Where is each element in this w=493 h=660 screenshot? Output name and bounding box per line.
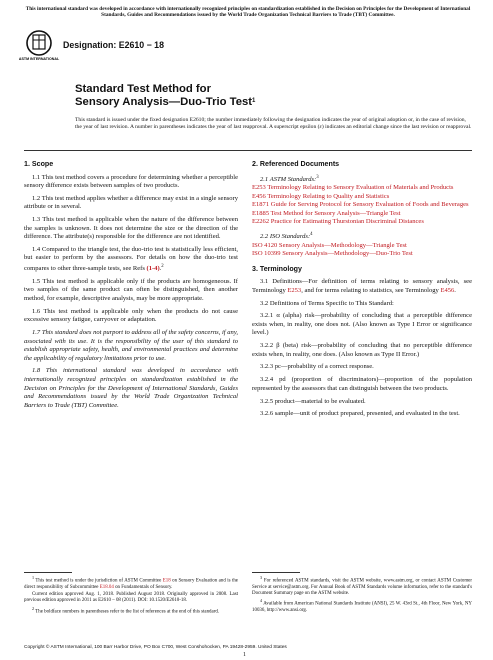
footnote-2: $^2$ The boldface numbers in parentheses refer to the list of references at the end of this standard. bbox=[32, 606, 220, 615]
astm-logo bbox=[18, 29, 60, 63]
ref-title[interactable]: Practice for Estimating Thurstonian Discriminal Distances bbox=[270, 218, 424, 226]
iso-title[interactable]: Sensory Analysis—Methodology—Triangle Test bbox=[278, 241, 407, 249]
title-footnote-mark: 1 bbox=[252, 98, 256, 104]
ref-title[interactable]: Test Method for Sensory Analysis—Triangle Test bbox=[270, 209, 401, 217]
committee-link[interactable]: E18 bbox=[162, 578, 171, 584]
footnote-rule-left bbox=[24, 572, 72, 573]
para-1-2: 1.2 This test method applies whether a difference may exist in a single sensory attribute or in several. bbox=[24, 194, 238, 211]
para-1-3: 1.3 This test method is applicable when the nature of the difference between the samples is unknown. It does not determine the size or the direction of the difference. The attribute(s) responsible for the difference are not identified. bbox=[24, 216, 238, 241]
para-3-2-1: 3.2.1 α (alpha) risk—probability of concluding that a perceptible difference exists when, in reality, one does not. (Also known as Type I Error or significance level.) bbox=[252, 312, 472, 337]
para-3-2-4: 3.2.4 pd (proportion of discriminators)—proportion of the population represented by the assessors that can distinguish between the two products. bbox=[252, 376, 472, 392]
ref-link-e253[interactable]: E253 bbox=[252, 184, 266, 192]
section-3-heading: 3. Terminology bbox=[252, 264, 302, 273]
footnote-mark-3: 3 bbox=[316, 174, 319, 180]
footnote-1-edition: Current edition approved Aug. 1, 2018. Published August 2018. Originally approved in 2008. Last previous edition approved in 2011 as E2610 – 08 (2011). DOI: 10.1520/E2610-18. bbox=[24, 592, 238, 604]
ref-item bbox=[252, 210, 472, 219]
para-3-2-6: 3.2.6 sample—unit of product prepared, presented, and evaluated in the test. bbox=[260, 410, 460, 418]
para-3-2: 3.2 Definitions of Terms Specific to This Standard: bbox=[260, 299, 394, 307]
ref-title[interactable]: Terminology Relating to Quality and Statistics bbox=[267, 192, 390, 200]
designation: Designation: E2610 − 18 bbox=[63, 40, 164, 50]
footnote-mark-2: 2 bbox=[161, 264, 164, 270]
para-3-1-text: , and for terms relating to statistics, see Terminology bbox=[301, 286, 439, 294]
copyright-line: Copyright © ASTM International, 100 Barr Harbor Drive, PO Box C700, West Conshohocken, PA 19428-2959. United States bbox=[24, 645, 287, 650]
ref-link-e2262[interactable]: E2262 bbox=[252, 218, 270, 226]
astm-ref-list bbox=[252, 184, 472, 227]
para-3-1-text: . bbox=[454, 286, 456, 294]
ref-link-e253-inline[interactable]: E253 bbox=[287, 286, 302, 294]
section-1-heading: 1. Scope bbox=[24, 160, 54, 168]
ref-link-e456[interactable]: E456 bbox=[252, 192, 266, 200]
footnote-text: The boldface numbers in parentheses refer to the list of references at the end of this standard. bbox=[35, 609, 220, 615]
page-number: 1 bbox=[243, 652, 246, 658]
para-1-8: 1.8 This international standard was developed in accordance with internationally recognized principles on standardization established in the Decision on Principles for the Development of International Standards, Guides and Recommendations issued by the World Trade Organization Technical Barriers to Trade (TBT) Committee. bbox=[24, 367, 238, 409]
footnote-mark-4: 4 bbox=[310, 232, 313, 237]
subcommittee-link[interactable]: E18.04 bbox=[99, 584, 114, 590]
footnote-4: $^4$ Available from American National Standards Institute (ANSI), 25 W. 43rd St., 4th Floor, New York, NY 10036, http://www.ansi.org. bbox=[252, 598, 472, 614]
para-1-6: 1.6 This test method is applicable only when the products do not cause excessive sensory fatigue, carryover or adaptation. bbox=[24, 307, 238, 324]
iso-ref-list bbox=[252, 242, 472, 259]
para-1-1: 1.1 This test method covers a procedure for determining whether a perceptible sensory difference exists between samples of two products. bbox=[24, 173, 238, 190]
para-3-2-2: 3.2.2 β (beta) risk—probability of concluding that no perceptible difference exists when, in reality, one does. (Also known as Type II Error.) bbox=[252, 342, 472, 358]
issuance-note: This standard is issued under the fixed designation E2610; the number immediately following the designation indicates the year of original adoption or, in the case of revision, the year of last revision. A number in parentheses indicates the year of last reapproval. A superscript epsilon (ε) indicates an editorial change since the last revision or reapproval. bbox=[75, 117, 472, 130]
footnote-text: Available from American National Standards Institute (ANSI), 25 W. 43rd St., 4th Floor, New York, NY 10036, http://www.ansi.org. bbox=[252, 602, 472, 614]
iso-link-4120[interactable]: ISO 4120 bbox=[252, 241, 278, 249]
ref-link-e1885[interactable]: E1885 bbox=[252, 209, 270, 217]
footnote-rule-right bbox=[252, 572, 300, 573]
para-1-7: 1.7 This standard does not purport to address all of the safety concerns, if any, associated with its use. It is the responsibility of the user of this standard to establish appropriate safety, health, and environmental practices and determine the applicability of regulatory limitations prior to use. bbox=[24, 329, 238, 362]
header-divider bbox=[24, 150, 472, 151]
footnote-text: For referenced ASTM standards, visit the ASTM website, www.astm.org, or contact ASTM Customer Service at service@astm.org. For Annual Book of ASTM Standards volume information, refer to the standard's Document Summary page on the ASTM website. bbox=[252, 578, 472, 596]
title-line-2 bbox=[75, 96, 255, 109]
iso-title[interactable]: Sensory Analysis—Methodology—Duo-Trio Test bbox=[282, 250, 413, 258]
para-1-4-text: 1.4 Compared to the triangle test, the duo-trio test is statistically less efficient, but easier to perform by the assessors. For details on how the duo-trio test compares to other three-sample tests, see Refs bbox=[24, 245, 238, 273]
standard-title bbox=[75, 83, 255, 109]
para-3-1-text: 3.1 Definitions—For definition of terms relating to sensory analysis, see Terminology bbox=[252, 278, 472, 294]
iso-item bbox=[252, 250, 472, 259]
footnotes-left bbox=[24, 575, 238, 617]
left-column bbox=[24, 160, 238, 414]
para-2-1 bbox=[252, 174, 472, 185]
footnote-3: $^3$ For referenced ASTM standards, visit the ASTM website, www.astm.org, or contact ASTM Customer Service at service@astm.org. For Annual Book of ASTM Standards volume information, refer to the standard's Document Summary page on the ASTM website. bbox=[252, 575, 472, 596]
ref-link-e456-inline[interactable]: E456 bbox=[440, 286, 455, 294]
para-2-2-text: 2.2 ISO Standards: bbox=[260, 233, 311, 241]
ref-title[interactable]: Guide for Serving Protocol for Sensory Evaluation of Foods and Beverages bbox=[270, 201, 469, 209]
ref-item bbox=[252, 201, 472, 210]
ref-link-e1871[interactable]: E1871 bbox=[252, 201, 270, 209]
para-1-4: 1.4 Compared to the triangle test, the duo-trio test is statistically less efficient, but easier to perform by the assessors. For details on how the duo-trio test compares to other three-sample tests, see Refs (1-4).$^2$ bbox=[24, 245, 238, 273]
ref-title[interactable]: Terminology Relating to Sensory Evaluation of Materials and Products bbox=[267, 184, 454, 192]
section-2-heading: 2. Referenced Documents bbox=[252, 160, 340, 168]
tbt-notice: This international standard was developed in accordance with internationally recognized principles on standardization established in the Decision on Principles for the Development of International Standards, Guides and Recommendations issued by the World Trade Organization Technical Barriers to Trade (TBT) Committee. bbox=[25, 6, 471, 19]
footnote-text: on Sensory Evaluation and is the direct responsibility of Subcommittee bbox=[24, 578, 238, 590]
para-3-2-3: 3.2.3 pc—probability of a correct response. bbox=[260, 363, 374, 371]
para-3-2-5: 3.2.5 product—material to be evaluated. bbox=[260, 397, 366, 405]
refs-link[interactable]: (1-4) bbox=[146, 265, 160, 273]
footnote-1: $^1$ This test method is under the jurisdiction of ASTM Committee E18 on Sensory Evaluation and is the direct responsibility of Subcommittee E18.04 on Fundamentals of Sensory. bbox=[24, 575, 238, 590]
footnote-text: on Fundamentals of Sensory. bbox=[115, 584, 173, 590]
iso-item bbox=[252, 242, 472, 251]
ref-item bbox=[252, 184, 472, 193]
ref-item bbox=[252, 193, 472, 202]
para-2-2 bbox=[252, 231, 472, 242]
para-2-1-text: 2.1 ASTM Standards: bbox=[260, 175, 317, 183]
title-main: Sensory Analysis—Duo-Trio Test bbox=[75, 96, 253, 108]
para-1-5: 1.5 This test method is applicable only if the products are homogeneous. If two samples of the same product can often be distinguished, then another method, for example, descriptive analysis, may be more appropriate. bbox=[24, 277, 238, 303]
footnotes-right bbox=[252, 575, 472, 616]
logo-text: ASTM INTERNATIONAL bbox=[18, 57, 60, 61]
para-3-1 bbox=[252, 278, 472, 295]
iso-link-10399[interactable]: ISO 10399 bbox=[252, 250, 281, 258]
right-column bbox=[252, 160, 472, 423]
title-line-1: Standard Test Method for bbox=[75, 83, 211, 95]
ref-item bbox=[252, 218, 472, 227]
footnote-text: This test method is under the jurisdiction of ASTM Committee bbox=[35, 578, 162, 584]
